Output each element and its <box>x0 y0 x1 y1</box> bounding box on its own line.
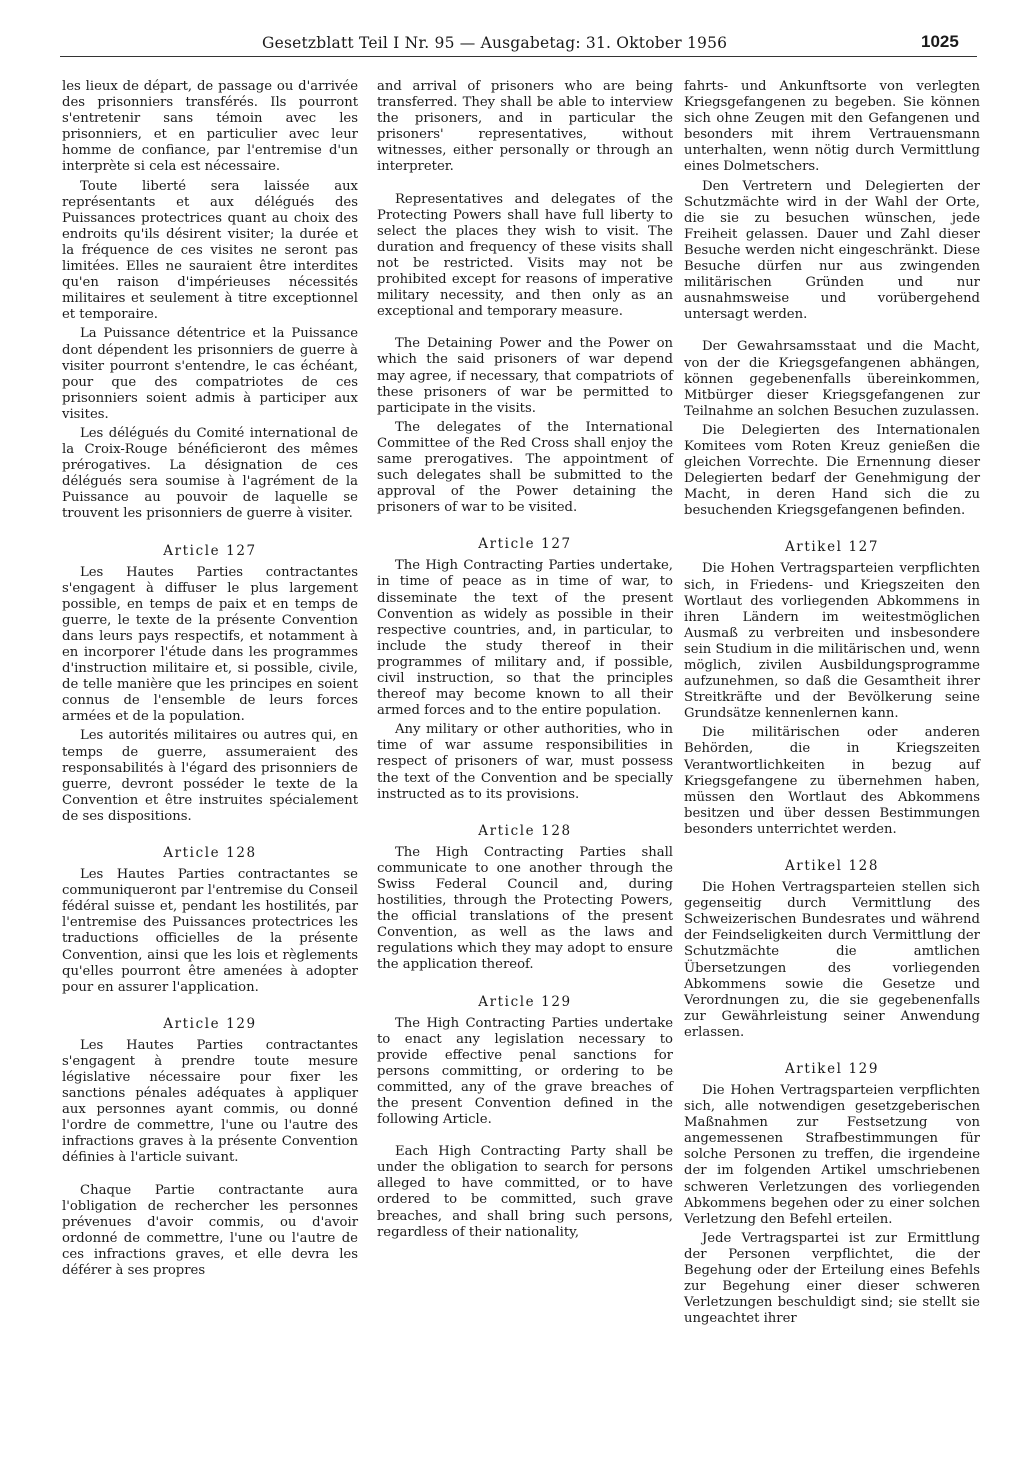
en-paragraph: The delegates of the International Committee of the Red Cross shall enjoy the same prerogatives. The appointment of such delegates shall be submitted to the approval of the Power detaining the prisoners of war to be visited. <box>377 419 673 516</box>
en-paragraph: The High Contracting Parties undertake to enact any legislation necessary to provide effective penal sanctions for persons committing, or ordering to be committed, any of the grave breaches of the present Convention defined in the following Article. <box>377 1015 673 1128</box>
fr-paragraph: Les Hautes Parties contractantes s'engagent à prendre toute mesure législative nécessaire pour fixer les sanctions pénales adéquates à appliquer aux personnes ayant commis, ou donné l'ordre de commettre, l'une ou l'autre des infractions graves à la présente Convention définies à l'article suivant. <box>62 1037 358 1166</box>
en-paragraph: Any military or other authorities, who in time of war assume responsibilities in respect of prisoners of war, must possess the text of the Convention and be specially instructed as to its provisions. <box>377 722 673 802</box>
en-paragraph: The High Contracting Parties shall communicate to one another through the Swiss Federal Council and, during hostilities, through the Protecting Powers, the official translations of the present Convention, as well as the laws and regulations which they may adopt to ensure the application thereof. <box>377 844 673 973</box>
french-column <box>62 79 358 1279</box>
de-article-129-heading: Artikel 129 <box>784 1060 880 1077</box>
en-paragraph: Representatives and delegates of the Protecting Powers shall have full liberty to select the places they wish to visit. The duration and frequency of these visits shall not be restricted. Visits may not be prohibited except for reasons of imperative military necessity, and then only as an exceptional and temporary measure. <box>377 191 673 320</box>
en-paragraph: The High Contracting Parties undertake, in time of peace as in time of war, to disseminate the text of the present Convention as widely as possible in their respective countries, and, in particular, to include the study thereof in their programmes of military and, if possible, civil instruction, so that the principles thereof may become known to all their armed forces and to the entire population. <box>377 558 673 719</box>
fr-paragraph: Les délégués du Comité international de la Croix-Rouge bénéficieront des mêmes prérogatives. La désignation de ces délégués sera soumise à l'agrément de la Puissance au pouvoir de laquelle se trouvent les prisonniers de guerre à visiter. <box>62 425 358 522</box>
fr-paragraph: Chaque Partie contractante aura l'obligation de rechercher les personnes prévenues d'avoir commis, ou d'avoir ordonné de commettre, l'une ou l'autre de ces infractions graves, et elle devra les déférer à ses propres <box>62 1182 358 1278</box>
de-paragraph: Den Vertretern und Delegierten der Schutzmächte wird in der Wahl der Orte, die sie zu besuchen wünschen, jede Freiheit gelassen. Dauer und Zahl dieser Besuche werden nicht eingeschränkt. Diese Besuche dürfen nur aus zwingenden militärischen Gründen und nur ausnahmsweise und vorübergehend untersagt werden. <box>684 178 980 323</box>
de-paragraph: Der Gewahrsamsstaat und die Macht, von der die Kriegsgefangenen abhängen, können gegebenenfalls übereinkommen, Mitbürger dieser Kriegsgefangenen zur Teilnahme an solchen Besuchen zuzulassen. <box>684 339 980 419</box>
en-article-129-heading: Article 129 <box>478 993 572 1010</box>
en-article-128-heading: Article 128 <box>478 822 572 839</box>
de-article-128-heading: Artikel 128 <box>784 858 880 875</box>
en-paragraph: The Detaining Power and the Power on which the said prisoners of war depend may agree, if necessary, that compatriots of these prisoners of war be permitted to participate in the visits. <box>377 336 673 416</box>
de-paragraph: fahrts- und Ankunftsorte von verlegten Kriegsgefangenen zu begeben. Sie können sich ohne Zeugen mit den Gefangenen und besonders mit ihrem Vertrauensmann unterhalten, wenn nötig durch Vermittlung eines Dolmetschers. <box>684 79 980 175</box>
de-paragraph: Jede Vertragspartei ist zur Ermittlung der Personen verpflichtet, die der Begehung oder der Erteilung eines Befehls zur Begehung einer dieser schweren Verletzungen beschuldigt sind; sie stellt sie ungeachtet ihrer <box>684 1230 980 1327</box>
de-paragraph: Die Hohen Vertragsparteien stellen sich gegenseitig durch Vermittlung des Schweizerischen Bundesrates und während der Feindseligkeiten durch Vermittlung der Schutzmächte die amtlichen Übersetzungen des vorliegenden Abkommens sowie die Gesetze und Verordnungen zu, die sie gegebenenfalls zur Gewährleistung seiner Anwendung erlassen. <box>684 880 980 1040</box>
fr-article-127-heading: Article 127 <box>163 542 257 559</box>
english-column <box>377 79 673 1241</box>
en-paragraph: and arrival of prisoners who are being transferred. They shall be able to interview the prisoners, and in particular the prisoners' representatives, without witnesses, either personally or through an interpreter. <box>377 79 673 175</box>
running-header-title: Gesetzblatt Teil I Nr. 95 — Ausgabetag: 31. Oktober 1956 <box>262 34 728 52</box>
page-header <box>0 30 1024 58</box>
en-paragraph: Each High Contracting Party shall be under the obligation to search for persons alleged to have committed, or to have ordered to be committed, such grave breaches, and shall bring such persons, regardless of their nationality, <box>377 1144 673 1240</box>
fr-paragraph: Les Hautes Parties contractantes se communiqueront par l'entremise du Conseil fédéral suisse et, pendant les hostilités, par l'entremise des Puissances protectrices les traductions officielles de la présente Convention, ainsi que les lois et règlements qu'elles pourront être amenées à adopter pour en assurer l'application. <box>62 867 358 995</box>
fr-paragraph: Toute liberté sera laissée aux représentants et aux délégués des Puissances protectrices quant au choix des endroits qu'ils désirent visiter; la durée et la fréquence de ces visites ne seront pas limitées. Elles ne sauraient être interdites qu'en raison d'impérieuses nécessités militaires et seulement à titre exceptionnel et temporaire. <box>62 178 358 323</box>
fr-paragraph: les lieux de départ, de passage ou d'arrivée des prisonniers transférés. Ils pourront s'entretenir sans témoin avec les prisonniers, et en particulier avec leur homme de confiance, par l'entremise d'un interprète si cela est nécessaire. <box>62 79 358 175</box>
page-number: 1025 <box>921 32 959 51</box>
german-column <box>684 79 980 1327</box>
de-paragraph: Die Delegierten des Internationalen Komitees vom Roten Kreuz genießen die gleichen Vorrechte. Die Ernennung dieser Delegierten bedarf der Genehmigung der Macht, in deren Hand sich die zu besuchenden Kriegsgefangenen befinden. <box>684 422 980 519</box>
fr-paragraph: Les autorités militaires ou autres qui, en temps de guerre, assumeraient des responsabilités à l'égard des prisonniers de guerre, devront posséder le texte de la Convention et être instruites spécialement de ses dispositions. <box>62 728 358 824</box>
fr-article-128-heading: Article 128 <box>163 845 257 862</box>
en-article-127-heading: Article 127 <box>478 536 572 553</box>
header-rule <box>60 56 977 57</box>
de-paragraph: Die Hohen Vertragsparteien verpflichten sich, in Friedens- und Kriegszeiten den Wortlaut des vorliegenden Abkommens in ihren Ländern im weitestmöglichen Ausmaß zu verbreiten und insbesondere sein Studium in die militärischen und, wenn möglich, zivilen Ausbildungsprogramme aufzunehmen, so daß die Gesamtheit ihrer Streitkräfte und der Bevölkerung seine Grundsätze kennenlernen kann. <box>684 561 980 722</box>
fr-article-129-heading: Article 129 <box>163 1015 257 1032</box>
de-paragraph: Die Hohen Vertragsparteien verpflichten sich, alle notwendigen gesetzgeberischen Maßnahmen zur Festsetzung von angemessenen Strafbestimmungen für solche Personen zu treffen, die irgendeine der im folgenden Artikel umschriebenen schweren Verletzungen des vorliegenden Abkommens begehen oder zu einer solchen Verletzung den Befehl erteilen. <box>684 1082 980 1227</box>
de-article-127-heading: Artikel 127 <box>784 539 880 556</box>
fr-paragraph: Les Hautes Parties contractantes s'engagent à diffuser le plus largement possible, en temps de paix et en temps de guerre, le texte de la présente Convention dans leurs pays respectifs, et notamment à en incorporer l'étude dans les programmes d'instruction militaire et, si possible, civile, de telle manière que les principes en soient connus de l'ensemble de leurs forces armées et de la population. <box>62 564 358 725</box>
fr-paragraph: La Puissance détentrice et la Puissance dont dépendent les prisonniers de guerre à visiter pourront s'entendre, le cas échéant, pour que des compatriotes de ces prisonniers soient admis à participer aux visites. <box>62 326 358 422</box>
de-paragraph: Die militärischen oder anderen Behörden, die in Kriegszeiten Verantwortlichkeiten in bezug auf Kriegsgefangene zu übernehmen haben, müssen den Wortlaut des Abkommens besitzen und über dessen Bestimmungen besonders unterrichtet werden. <box>684 725 980 837</box>
